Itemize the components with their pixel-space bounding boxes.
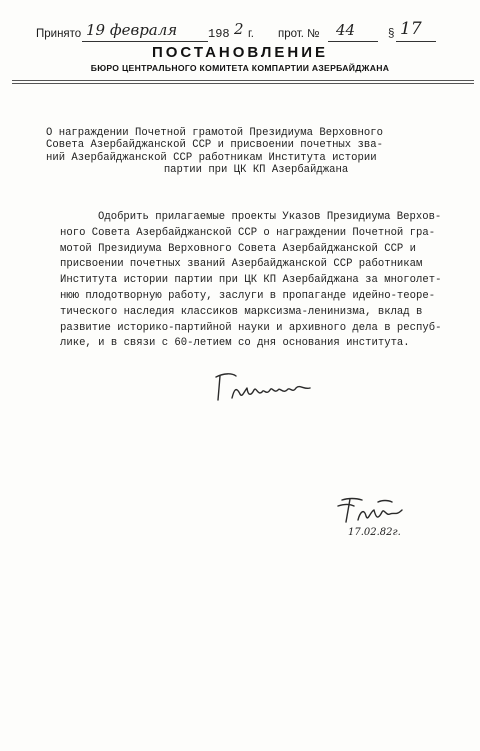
paragraph-label: §: [388, 28, 395, 40]
subject-line: ний Азербайджанской ССР работникам Института истории: [46, 151, 377, 164]
date-underline: [82, 41, 208, 42]
header-divider-top: [12, 80, 474, 81]
body-line: мотой Президиума Верховного Совета Азербайджанской ССР и: [60, 242, 417, 255]
year-suffix: г.: [248, 28, 254, 40]
subject-line: партии при ЦК КП Азербайджана: [163, 164, 349, 177]
body-line: нюю плодотворную работу, заслуги в пропаганде идейно-теоре-: [60, 289, 436, 302]
resolution-body: [60, 210, 480, 352]
document-title: ПОСТАНОВЛЕНИЕ: [151, 44, 329, 61]
subject-line: О награждении Почетной грамотой Президиума Верховного: [46, 127, 383, 139]
header-divider-bottom: [12, 83, 474, 84]
document-subtitle: БЮРО ЦЕНТРАЛЬНОГО КОМИТЕТА КОМПАРТИИ АЗЕРБАЙДЖАНА: [90, 63, 390, 73]
signature-second: [334, 494, 414, 528]
body-line: лике, и в связи с 60-летием со дня основания института.: [60, 337, 410, 350]
paragraph-number-handwritten: 17: [400, 19, 422, 39]
resolution-subject: [46, 127, 466, 177]
protocol-label: прот. №: [278, 28, 320, 40]
signature-date-handwritten: 17.02.82г.: [348, 527, 401, 538]
body-line: присвоении почетных званий Азербайджанской ССР работникам: [60, 258, 423, 271]
body-line: тического наследия классиков марксизма-ленинизма, вклад в: [60, 305, 423, 318]
subject-line: Совета Азербайджанской ССР и присвоении почетных зва-: [46, 139, 383, 152]
year-handwritten: 2: [234, 20, 244, 38]
accepted-label: Принято: [36, 28, 82, 40]
protocol-underline: [328, 41, 378, 42]
signature-first: [214, 370, 324, 406]
acceptance-line: [36, 19, 460, 44]
body-line: Одобрить прилагаемые проекты Указов Президиума Верхов-: [98, 211, 442, 223]
accepted-date-handwritten: 19 февраля: [86, 21, 178, 39]
body-line: развитие историко-партийной науки и архивного дела в респуб-: [60, 321, 442, 334]
year-prefix: 198: [208, 27, 230, 41]
body-line: Института истории партии при ЦК КП Азербайджана за многолет-: [60, 274, 442, 287]
paragraph-underline: [396, 41, 436, 42]
body-line: ного Совета Азербайджанской ССР о награждении Почетной гра-: [60, 226, 436, 239]
protocol-number-handwritten: 44: [336, 21, 356, 39]
